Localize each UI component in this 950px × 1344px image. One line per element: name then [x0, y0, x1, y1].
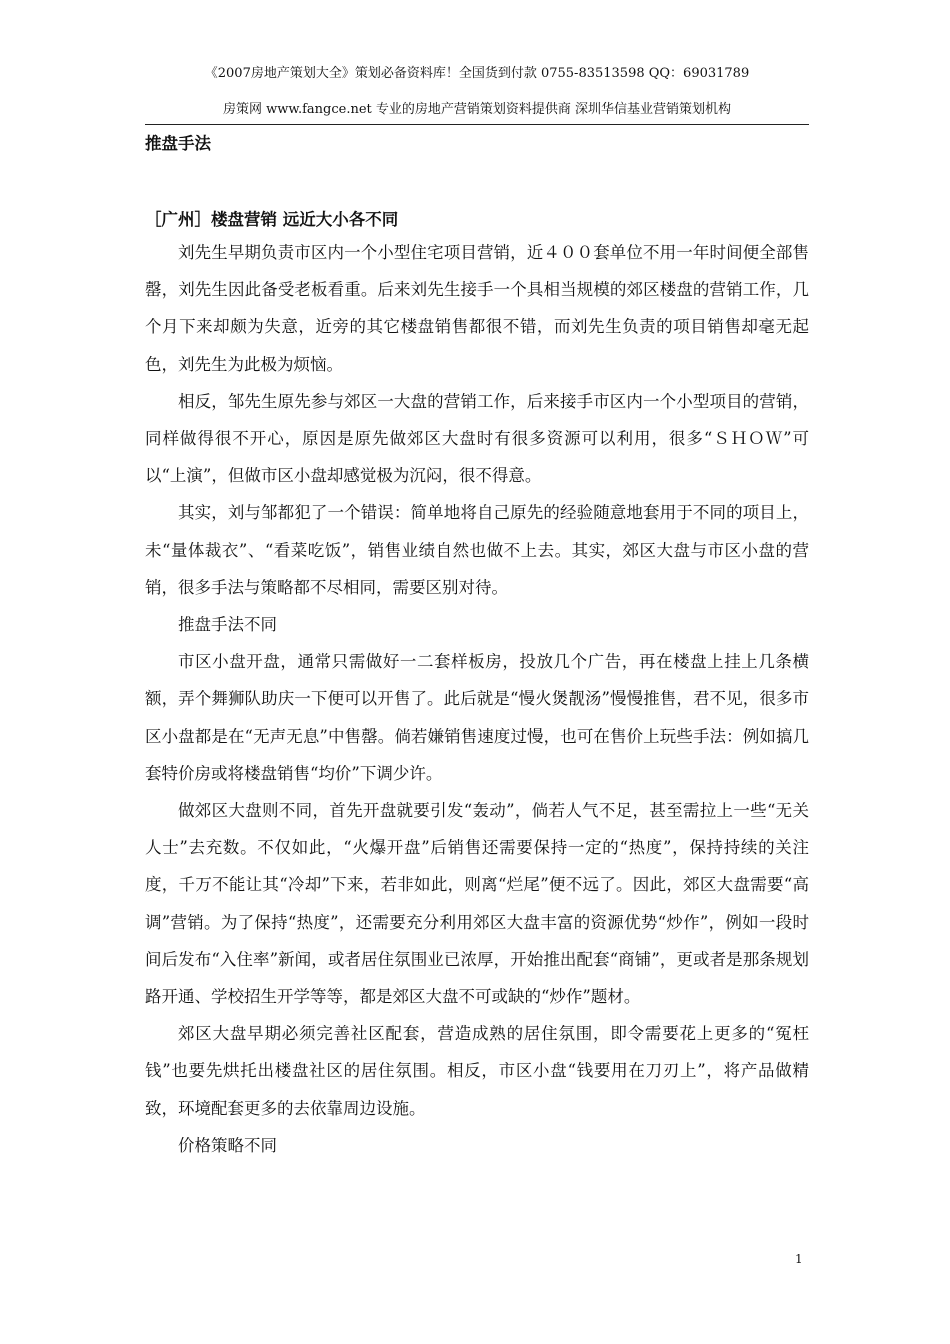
- body-paragraph: 相反，邹先生原先参与郊区一大盘的营销工作，后来接手市区内一个小型项目的营销，同样做得很不开心，原因是原先做郊区大盘时有很多资源可以利用，很多“ＳＨＯＷ”可以“上演”，但做市区小盘却感觉极为沉闷，很不得意。: [145, 391, 809, 486]
- section-subheading: 价格策略不同: [178, 1135, 277, 1155]
- header-advert-line: 《2007房地产策划大全》策划必备资料库！全国货到付款 0755-83513598 QQ：69031789: [204, 66, 750, 81]
- document-body: [145, 130, 809, 1164]
- page-number: 1: [795, 1252, 803, 1266]
- body-paragraph: 其实，刘与邹都犯了一个错误：简单地将自己原先的经验随意地套用于不同的项目上，未“量体裁衣”、“看菜吃饭”，销售业绩自然也做不上去。其实，郊区大盘与市区小盘的营销，很多手法与策略都不尽相同，需要区别对待。: [145, 503, 809, 597]
- body-paragraph: 刘先生早期负责市区内一个小型住宅项目营销，近４００套单位不用一年时间便全部售罄，刘先生因此备受老板看重。后来刘先生接手一个具相当规模的郊区楼盘的营销工作，几个月下来却颇为失意，近旁的其它楼盘销售都很不错，而刘先生负责的项目销售却毫无起色，刘先生为此极为烦恼。: [145, 243, 809, 374]
- body-paragraph: 做郊区大盘则不同，首先开盘就要引发“轰动”，倘若人气不足，甚至需拉上一些“无关人士”去充数。不仅如此，“火爆开盘”后销售还需要保持一定的“热度”，保持持续的关注度，千万不能让其“冷却”下来，若非如此，则离“烂尾”便不远了。因此，郊区大盘需要“高调”营销。为了保持“热度”，还需要充分利用郊区大盘丰富的资源优势“炒作”，例如一段时间后发布“入住率”新闻，或者居住氛围业已浓厚，开始推出配套“商铺”，更或者是那条规划路开通、学校招生开学等等，都是郊区大盘不可或缺的“炒作”题材。: [145, 801, 809, 1007]
- section-subheading: 推盘手法不同: [178, 615, 277, 635]
- article-title: ［广州］楼盘营销 远近大小各不同: [145, 210, 399, 229]
- header-company-line: 房策网 www.fangce.net 专业的房地产营销策划资料提供商 深圳华信基业营销策划机构: [222, 102, 732, 117]
- page-header: [145, 64, 809, 125]
- body-paragraph: 市区小盘开盘，通常只需做好一二套样板房，投放几个广告，再在楼盘上挂上几条横额，弄个舞狮队助庆一下便可以开售了。此后就是“慢火煲靓汤”慢慢推售，君不见，很多市区小盘都是在“无声无息”中售罄。倘若嫌销售速度过慢，也可在售价上玩些手法：例如搞几套特价房或将楼盘销售“均价”下调少许。: [145, 652, 809, 783]
- body-paragraph: 郊区大盘早期必须完善社区配套，营造成熟的居住氛围，即令需要花上更多的“冤枉钱”也要先烘托出楼盘社区的居住氛围。相反，市区小盘“钱要用在刀刃上”，将产品做精致，环境配套更多的去依靠周边设施。: [145, 1024, 809, 1118]
- document-title: 推盘手法: [145, 134, 211, 153]
- header-divider: [145, 124, 809, 125]
